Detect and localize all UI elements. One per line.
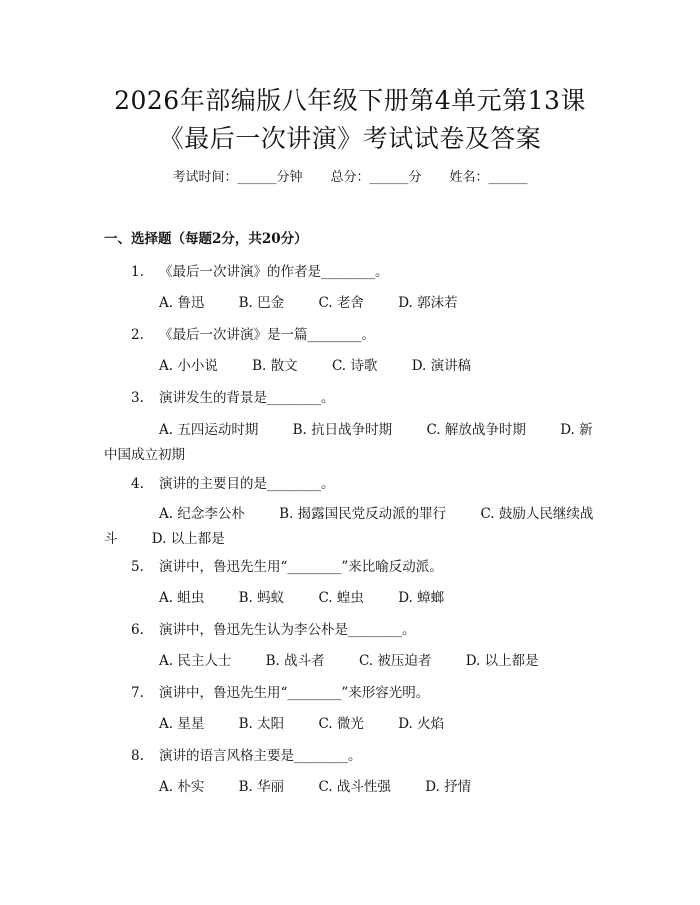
option: A. 五四运动时期 bbox=[159, 422, 259, 438]
option: A. 星星 bbox=[159, 716, 205, 732]
option: D. 新中国成立初期 bbox=[104, 422, 593, 463]
question-number: 1. bbox=[131, 264, 144, 280]
option: A. 民主人士 bbox=[159, 653, 232, 669]
option-list bbox=[104, 291, 604, 316]
option-list bbox=[104, 775, 604, 800]
option-list bbox=[104, 649, 604, 674]
option-list bbox=[104, 586, 604, 611]
option: B. 华丽 bbox=[238, 779, 285, 795]
option-list bbox=[104, 418, 604, 468]
question-number: 4. bbox=[131, 476, 144, 492]
option: B. 抗日战争时期 bbox=[292, 422, 393, 438]
question-text: 《最后一次讲演》是一篇________。 bbox=[159, 327, 375, 343]
total-score-field: 总分：______分 bbox=[330, 170, 422, 185]
option: C. 老舍 bbox=[318, 295, 364, 311]
question bbox=[131, 746, 362, 766]
question-text: 演讲的语言风格主要是________。 bbox=[159, 748, 362, 764]
option: D. 蟑螂 bbox=[398, 590, 445, 606]
question-text: 演讲中，鲁迅先生用“________”来比喻反动派。 bbox=[159, 559, 443, 575]
option: C. 战斗性强 bbox=[318, 779, 391, 795]
option: C. 鼓励人民继续战斗 bbox=[104, 506, 594, 547]
question-text: 演讲中，鲁迅先生认为李公朴是________。 bbox=[159, 622, 416, 638]
question bbox=[131, 325, 375, 345]
option: C. 蝗虫 bbox=[318, 590, 364, 606]
option: B. 蚂蚁 bbox=[238, 590, 285, 606]
question bbox=[131, 557, 443, 577]
exam-info-row bbox=[0, 168, 700, 188]
option: C. 被压迫者 bbox=[358, 653, 432, 669]
exam-time-field: 考试时间：______分钟 bbox=[172, 170, 303, 185]
question-text: 演讲中，鲁迅先生用“________”来形容光明。 bbox=[159, 685, 430, 701]
option: B. 巴金 bbox=[238, 295, 285, 311]
option-list bbox=[104, 502, 604, 552]
question bbox=[131, 620, 416, 640]
option: A. 纪念李公朴 bbox=[159, 506, 245, 522]
question-number: 3. bbox=[131, 390, 144, 406]
option: C. 微光 bbox=[318, 716, 364, 732]
question-text: 演讲发生的背景是________。 bbox=[159, 390, 335, 406]
option: B. 散文 bbox=[252, 358, 298, 374]
exam-title-line2: 《最后一次讲演》考试试卷及答案 bbox=[158, 124, 542, 153]
question bbox=[131, 388, 335, 408]
question bbox=[131, 262, 389, 282]
option-list bbox=[104, 354, 604, 379]
option-list bbox=[104, 712, 604, 737]
option: A. 鲁迅 bbox=[159, 295, 205, 311]
option: D. 火焰 bbox=[398, 716, 445, 732]
question-number: 5. bbox=[131, 559, 144, 575]
option: D. 以上都是 bbox=[151, 531, 225, 547]
option: D. 郭沫若 bbox=[398, 295, 458, 311]
question-number: 2. bbox=[131, 327, 144, 343]
question-number: 6. bbox=[131, 622, 144, 638]
student-name-field: 姓名：______ bbox=[449, 170, 528, 185]
question bbox=[131, 474, 335, 494]
option: D. 以上都是 bbox=[465, 653, 539, 669]
option: C. 诗歌 bbox=[331, 358, 378, 374]
question-text: 《最后一次讲演》的作者是________。 bbox=[159, 264, 389, 280]
option: A. 蛆虫 bbox=[159, 590, 205, 606]
section-heading-multiple-choice: 一、选择题（每题2分，共20分） bbox=[104, 231, 308, 247]
question-number: 7. bbox=[131, 685, 144, 701]
question bbox=[131, 683, 429, 703]
exam-title-line1: 2026年部编版八年级下册第4单元第13课 bbox=[114, 86, 586, 115]
question-text: 演讲的主要目的是________。 bbox=[159, 476, 335, 492]
option: D. 演讲稿 bbox=[411, 358, 472, 374]
option: A. 朴实 bbox=[159, 779, 205, 795]
option: B. 太阳 bbox=[238, 716, 285, 732]
option: B. 战斗者 bbox=[265, 653, 325, 669]
option: B. 揭露国民党反动派的罪行 bbox=[279, 506, 447, 522]
option: D. 抒情 bbox=[425, 779, 472, 795]
option: C. 解放战争时期 bbox=[426, 422, 526, 438]
question-number: 8. bbox=[131, 748, 144, 764]
option: A. 小小说 bbox=[159, 358, 218, 374]
